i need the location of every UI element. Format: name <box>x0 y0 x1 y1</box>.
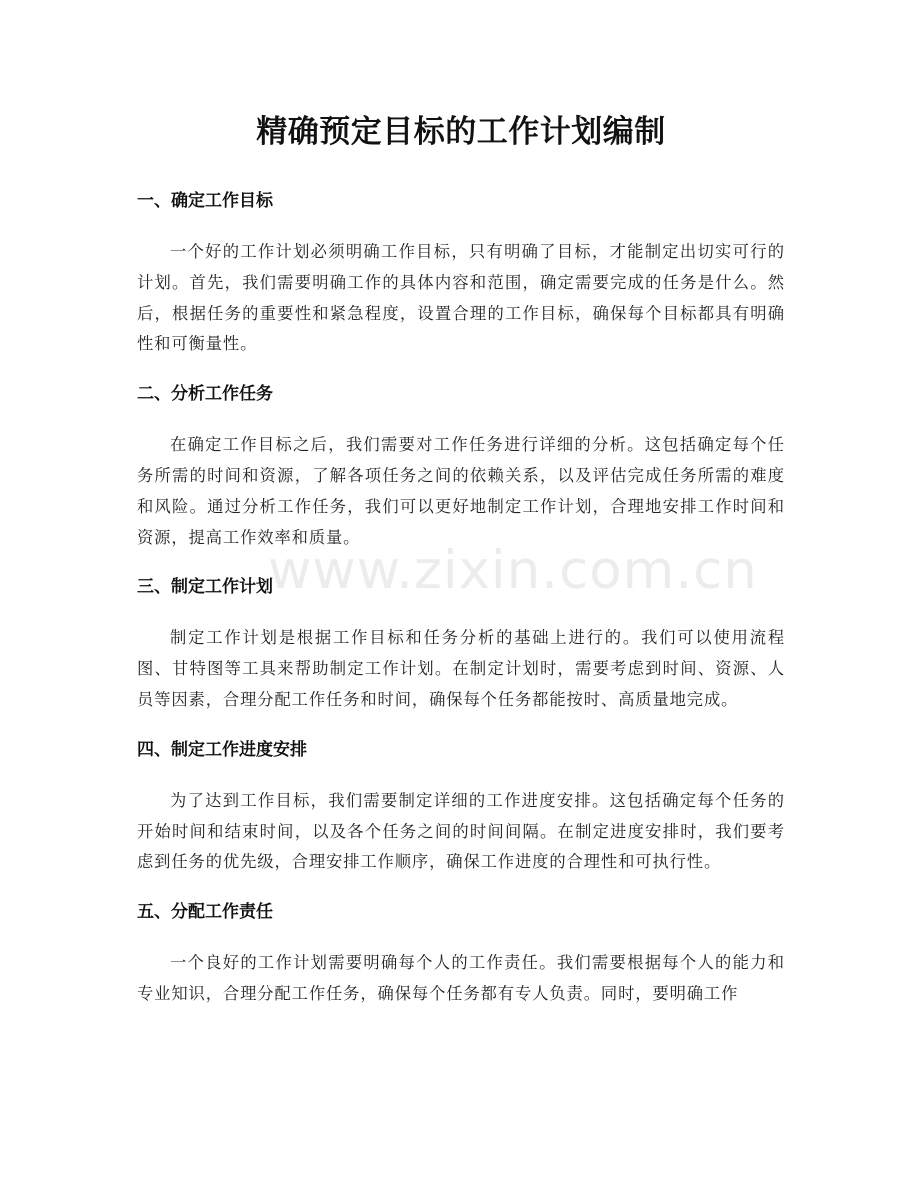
section-heading: 二、分析工作任务 <box>137 384 273 405</box>
section-3 <box>137 573 785 715</box>
section-5 <box>137 898 785 1010</box>
section-paragraph: 在确定工作目标之后，我们需要对工作任务进行详细的分析。这包括确定每个任务所需的时间和资源，了解各项任务之间的依赖关系，以及评估完成任务所需的难度和风险。通过分析工作任务，我们可以更好地制定工作计划，合理地安排工作时间和资源，提高工作效率和质量。 <box>137 435 785 547</box>
section-paragraph: 一个良好的工作计划需要明确每个人的工作责任。我们需要根据每个人的能力和专业知识，合理分配工作任务，确保每个任务都有专人负责。同时，要明确工作 <box>137 953 785 1003</box>
section-1 <box>137 187 785 360</box>
section-4 <box>137 736 785 878</box>
document-title: 精确预定目标的工作计划编制 <box>256 114 666 150</box>
title-area <box>137 108 785 156</box>
section-heading: 四、制定工作进度安排 <box>137 739 307 760</box>
section-paragraph: 一个好的工作计划必须明确工作目标，只有明确了目标，才能制定出切实可行的计划。首先，我们需要明确工作的具体内容和范围，确定需要完成的任务是什么。然后，根据任务的重要性和紧急程度，设置合理的工作目标，确保每个目标都具有明确性和可衡量性。 <box>137 242 785 354</box>
section-heading: 一、确定工作目标 <box>137 191 273 211</box>
section-heading: 五、分配工作责任 <box>137 902 273 923</box>
watermark: www.zixin.com.cn <box>268 540 758 601</box>
section-paragraph: 制定工作计划是根据工作目标和任务分析的基础上进行的。我们可以使用流程图、甘特图等工具来帮助制定工作计划。在制定计划时，需要考虑到时间、资源、人员等因素，合理分配工作任务和时间，确保每个任务都能按时、高质量地完成。 <box>137 628 785 709</box>
section-heading: 三、制定工作计划 <box>137 577 273 598</box>
section-paragraph: 为了达到工作目标，我们需要制定详细的工作进度安排。这包括确定每个任务的开始时间和结束时间，以及各个任务之间的时间间隔。在制定进度安排时，我们要考虑到任务的优先级，合理安排工作顺序，确保工作进度的合理性和可执行性。 <box>137 790 785 872</box>
section-2 <box>137 380 785 553</box>
